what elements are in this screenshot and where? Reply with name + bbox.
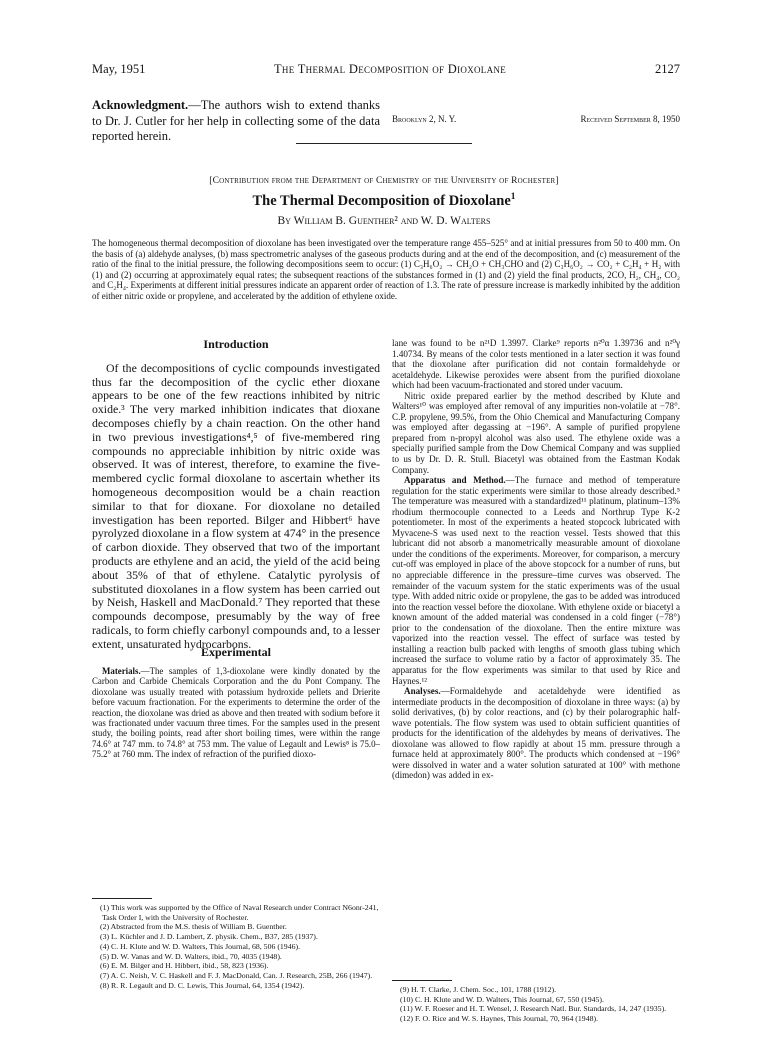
ack-heading: Acknowledgment. xyxy=(92,98,189,112)
analyses-heading: Analyses. xyxy=(404,686,441,697)
page-number: 2127 xyxy=(655,62,680,76)
footnote: (11) W. F. Roeser and H. T. Wensel, J. Research Natl. Bur. Standards, 14, 247 (1935). xyxy=(400,1004,667,1014)
left-column xyxy=(92,338,380,652)
previous-acknowledgment xyxy=(92,98,380,145)
left-footnotes xyxy=(92,903,380,990)
article-title: The Thermal Decomposition of Dioxolane$^1$ xyxy=(252,192,516,209)
prev-location: Brooklyn 2, N. Y. xyxy=(392,114,457,124)
footnote: (4) C. H. Klute and W. D. Walters, This Journal, 68, 506 (1946). xyxy=(100,941,301,951)
prev-received: Received September 8, 1950 xyxy=(580,114,680,124)
analyses-paragraph xyxy=(392,686,680,781)
apparatus-paragraph xyxy=(392,475,680,686)
footnote: (6) E. M. Bilger and H. Hibbert, ibid., 58, 823 (1936). xyxy=(100,961,269,971)
right-footnotes xyxy=(392,985,680,1024)
footnote: (7) A. C. Neish, V. C. Haskell and F. J. MacDonald, Can. J. Research, 25B, 266 (1947). xyxy=(100,970,373,980)
contribution-line: [Contribution from the Department of Chemistry of the University of Rochester] xyxy=(209,176,559,186)
apparatus-text: —The furnace and method of temperature regulation for the static experiments were similar to those already described.⁵ The temperature was measured with a standardized¹¹ platinum, platinum–13% rhodium thermocouple connected to a Leeds and Northrup Type K-2 potentiometer. In most of the experiments a heated stopcock lubricated with Myvacene-S was used next to the reaction vessel. Tests showed that this lubricant did not absorb a manometrically measurable amount of dioxolane under the conditions of the experiments. Moreover, for comparison, a mercury cut-off was employed in place of the above stopcock for a number of runs, but no appreciable difference in the pressure–time curves was observed. The remainder of the vacuum system for the static experiments was of the usual type. With added nitric oxide or propylene, the gas to be added was introduced into the reaction vessel before the dioxolane. With ethylene oxide or biacetyl a known amount of the added material was condensed in a cold finger (−78°) prior to the condensation of the dioxolane. Then the entire mixture was vaporized into the reaction vessel. The effect of surface was tested by installing a reaction bulb packed with lengths of smooth glass tubing which increased the surface to volume ratio by a factor of approximately 35. The apparatus for the flow experiments was similar to that used by Rice and Haynes.¹² xyxy=(392,475,681,686)
footnote: (9) H. T. Clarke, J. Chem. Soc., 101, 1788 (1912). xyxy=(400,985,557,994)
footnote-rule xyxy=(92,898,152,899)
footnote-rule xyxy=(392,980,452,981)
footnote: (10) C. H. Klute and W. D. Walters, This Journal, 67, 550 (1945). xyxy=(400,994,604,1004)
ack-text: —The authors wish to extend thanks to Dr. J. Cutler for her help in collecting some of the data reported herein. xyxy=(92,98,380,143)
right-column xyxy=(392,338,680,781)
experimental-section xyxy=(92,645,380,760)
right-paragraph: Nitric oxide prepared earlier by the method described by Klute and Walters¹⁰ was employed after removal of any impurities non-volatile at −78°. C.P. propylene, 99.5%, from the Ohio Chemical and Manufacturing Company was employed after degassing at −196°. A sample of purified propylene prepared from n-propyl alcohol was also used. The ethylene oxide was a specially purified sample from the Dow Chemical Company and was supplied to us by Dr. D. R. Stull. Biacetyl was obtained from the Eastman Kodak Company. xyxy=(392,390,680,475)
section-heading-introduction: Introduction xyxy=(203,337,269,351)
footnote: (8) R. R. Legault and D. C. Lewis, This Journal, 64, 1354 (1942). xyxy=(100,980,305,990)
right-paragraph: lane was found to be n²¹D 1.3997. Clarke⁹ reports n²⁰α 1.39736 and n²⁰γ 1.40734. By means of the color tests mentioned in a later section it was found that the dioxolane after purification did not contain formaldehyde or acetaldehyde. Likewise peroxides were absent from the purified dioxolane which had been vacuum-fractionated and stored under vacuum. xyxy=(392,338,680,391)
authors: By William B. Guenther² and W. D. Walters xyxy=(277,215,491,227)
introduction-text: Of the decompositions of cyclic compounds investigated thus far the decomposition of the cyclic ether dioxane appears to be one of the few reactions inhibited by nitric oxide.³ The very marked inhibition indicates that dioxane decomposes chiefly by a chain reaction. On the other hand in two previous investigations⁴,⁵ of five-membered ring compounds no appreciable inhibition by nitric oxide was observed. It was of interest, therefore, to examine the five-membered cyclic formal dioxolane to ascertain whether its homogeneous decomposition would be a chain reaction similar to that for dioxane. For dioxolane no detailed investigation has been reported. Bilger and Hibbert⁶ have pyrolyzed dioxolane in a flow system at 474° in the presence of carbon dioxide. They observed that two of the important products are ethylene and an acid, the yield of the acid being about 35% of that of ethylene. Catalytic pyrolysis of substituted dioxolanes in a flow system has been carried out by Neish, Haskell and MacDonald.⁷ They reported that these compounds decompose, presumably by the way of free radicals, to form chiefly carbonyl compounds and, to a lesser extent, unsaturated hydrocarbons. xyxy=(92,360,380,651)
footnote: (12) F. O. Rice and W. S. Haynes, This Journal, 70, 964 (1948). xyxy=(400,1014,599,1024)
header-date: May, 1951 xyxy=(92,62,146,76)
materials-paragraph xyxy=(92,666,380,760)
divider-rule xyxy=(296,143,472,144)
section-heading-experimental: Experimental xyxy=(201,645,271,659)
abstract: The homogeneous thermal decomposition of dioxolane has been investigated over the temperature range 455–525° and at initial pressures from 50 to 400 mm. On the basis of (a) aldehyde analyses, (b) mass spectrometric analyses of the gaseous products during and at the end of the decomposition, and (c) measurement of the ratio of the final to the initial pressure, the following decompositions seem to occur: (1) C₃H₆O₂ → CH₂O + CH₃CHO and (2) C₃H₆O₂ → CO₂ + C₂H₄ + H₂ with (1) and (2) occurring at approximately equal rates; the subsequent reactions of the substances formed in (1) and (2) yield the final products, 2CO, H₂, CH₄, CO₂ and C₂H₄. Experiments at different initial pressures indicate an apparent order of reaction of 1.3. The rate of pressure increase is markedly inhibited by the addition of either nitric oxide or propylene, and accelerated by the addition of ethylene oxide. xyxy=(92,238,680,301)
footnote: (5) D. W. Vanas and W. D. Walters, ibid., 70, 4035 (1948). xyxy=(100,951,282,961)
footnote: (2) Abstracted from the M.S. thesis of William B. Guenther. xyxy=(100,922,287,932)
footnote: (1) This work was supported by the Office of Naval Research under Contract N6onr-241, Task Order I, with the University of Rochester. xyxy=(100,903,379,922)
materials-heading: Materials. xyxy=(102,666,141,676)
analyses-text: —Formaldehyde and acetaldehyde were identified as intermediate products in the decomposition of dioxolane in three ways: (a) by solid derivatives, (b) by color reactions, and (c) by their polarographic half-wave potentials. The flow system was used to obtain sufficient quantities of products for the identification of the aldehydes by means of derivatives. The dioxolane was allowed to flow rapidly at about 15 mm. pressure through a furnace held at approximately 800°. The products which condensed at −196° were dissolved in water and a water solution saturated at 100° with methone (dimedon) was added in ex- xyxy=(392,686,680,781)
running-title: The Thermal Decomposition of Dioxolane xyxy=(274,62,506,76)
materials-text: —The samples of 1,3-dioxolane were kindly donated by the Carbon and Carbide Chemicals Corporation and the du Pont Company. The dioxolane was usually treated with potassium hydroxide pellets and Drierite before vacuum fractionation. For the experiments to determine the order of the reaction, the dioxolane was dried as above and then treated with sodium before it was fractionated under vacuum three times. For the samples used in the present study, the boiling points, read after short boiling times, were within the range 74.6° at 747 mm. to 74.8° at 753 mm. The value of Legault and Lewis⁸ is 75.0–75.2° at 760 mm. The index of refraction of the purified dioxo- xyxy=(92,666,380,760)
apparatus-heading: Apparatus and Method. xyxy=(404,475,506,486)
footnote: (3) L. Küchler and J. D. Lambert, Z. physik. Chem., B37, 285 (1937). xyxy=(100,932,318,942)
